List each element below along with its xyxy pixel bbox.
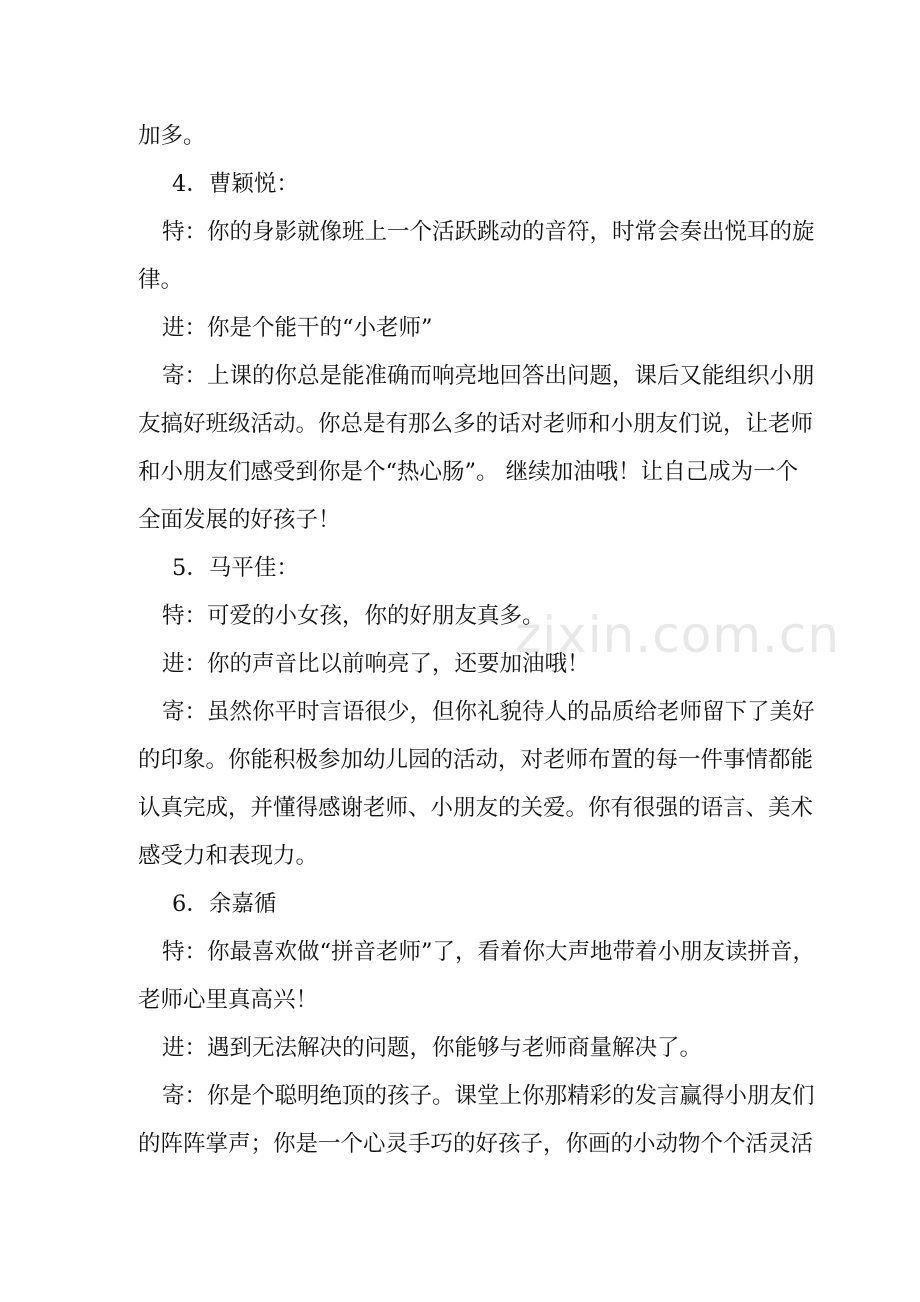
text-line: 感受力和表现力。: [138, 843, 319, 869]
text-line: 老师心里真高兴！: [138, 987, 319, 1013]
text-line: 寄：你是个聪明绝顶的孩子。课堂上你那精彩的发言赢得小朋友们: [162, 1083, 815, 1109]
text-line: 的阵阵掌声；你是一个心灵手巧的好孩子，你画的小动物个个活灵活: [138, 1131, 814, 1157]
text-line: 律。: [138, 267, 184, 293]
watermark: zixin.com.cn: [515, 606, 841, 664]
text-line: 全面发展的好孩子！: [138, 507, 341, 533]
text-line: 寄：上课的你总是能准确而响亮地回答出问题，课后又能组织小朋: [162, 363, 815, 389]
student-heading: 6．余嘉循: [172, 891, 277, 917]
student-heading: 4．曹颖悦：: [172, 171, 299, 197]
text-line: 进：你的声音比以前响亮了，还要加油哦！: [162, 651, 590, 677]
text-line: 认真完成，并懂得感谢老师、小朋友的关爱。你有很强的语言、美术: [138, 795, 814, 821]
text-line: 进：遇到无法解决的问题，你能够与老师商量解决了。: [162, 1035, 703, 1061]
text-line: 的印象。你能积极参加幼儿园的活动，对老师布置的每一件事情都能: [138, 747, 814, 773]
text-line: 加多。: [138, 123, 206, 149]
text-line: 和小朋友们感受到你是个“热心肠”。 继续加油哦！让自己成为一个: [138, 459, 799, 485]
student-heading: 5．马平佳：: [172, 555, 299, 581]
text-line: 特：你最喜欢做“拼音老师”了，看着你大声地带着小朋友读拼音，: [162, 939, 816, 965]
text-line: 进：你是个能干的“小老师”: [162, 315, 433, 341]
text-line: 寄：虽然你平时言语很少，但你礼貌待人的品质给老师留下了美好: [162, 699, 815, 725]
text-line: 友搞好班级活动。你总是有那么多的话对老师和小朋友们说，让老师: [138, 411, 814, 437]
text-line: 特：可爱的小女孩，你的好朋友真多。: [162, 603, 545, 629]
text-line: 特：你的身影就像班上一个活跃跳动的音符，时常会奏出悦耳的旋: [162, 219, 815, 245]
